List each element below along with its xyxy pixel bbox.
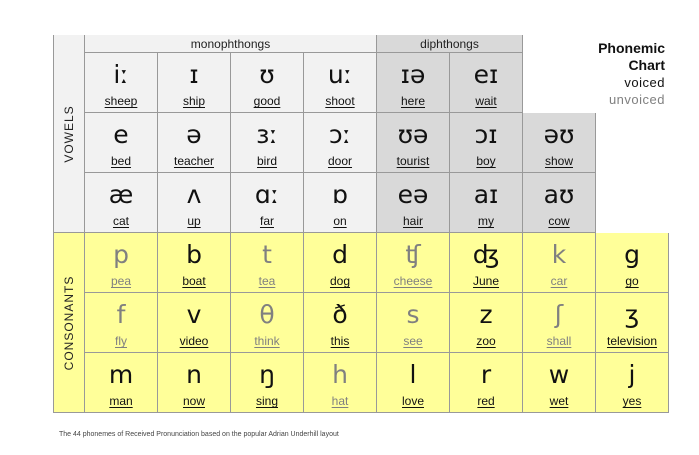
phoneme-symbol: e [113,120,129,149]
phoneme-symbol: æ [108,180,134,209]
example-word: tea [258,274,276,288]
consonant-cell [304,293,377,353]
example-word: pea [110,274,132,288]
example-word: this [330,334,350,348]
vowels-label-text: VOWELS [62,104,76,163]
consonant-cell [85,293,158,353]
diphthong-cell [523,113,596,173]
consonant-cell [304,233,377,293]
monophthong-cell [304,113,377,173]
phoneme-symbol: eɪ [473,60,499,89]
diphthong-cell [450,113,523,173]
phoneme-symbol: uː [327,60,353,89]
example-word: boy [476,154,496,168]
consonant-cell [231,233,304,293]
example-word: sing [255,394,278,408]
diphthong-cell [523,173,596,233]
phoneme-symbol: k [551,240,567,269]
example-word: shoot [325,94,355,108]
example-word: yes [622,394,642,408]
phoneme-symbol: g [624,240,640,269]
monophthong-cell [304,53,377,113]
example-word: ship [182,94,205,108]
example-word: bird [256,154,277,168]
example-word: June [472,274,500,288]
example-word: hair [402,214,423,228]
example-word: teacher [173,154,215,168]
example-word: cat [112,214,129,228]
phoneme-symbol: ʊ [259,60,275,89]
phoneme-symbol: m [108,360,134,389]
example-word: dog [329,274,351,288]
phoneme-symbol: ɔː [328,120,352,149]
phoneme-symbol: iː [113,60,129,89]
phoneme-symbol: ə [186,120,202,149]
example-word: go [625,274,639,288]
example-word: wait [475,94,497,108]
example-word: think [254,334,280,348]
phoneme-symbol: ɔɪ [474,120,498,149]
example-word: door [327,154,353,168]
phoneme-symbol: ʤ [472,240,500,269]
phoneme-symbol: v [186,300,202,329]
example-word: good [253,94,281,108]
phoneme-symbol: ʊə [397,120,429,149]
monophthong-cell [85,173,158,233]
phoneme-symbol: w [548,360,570,389]
phoneme-symbol: ʃ [554,300,564,329]
phoneme-symbol: ɑː [254,180,280,209]
monophthong-cell [158,113,231,173]
consonant-cell [377,233,450,293]
example-word: here [400,94,426,108]
phoneme-symbol: əʊ [543,120,575,149]
consonant-cell [377,353,450,413]
example-word: television [606,334,658,348]
example-word: now [182,394,205,408]
phoneme-symbol: t [262,240,272,269]
example-word: on [333,214,347,228]
phoneme-symbol: ɪ [189,60,199,89]
phoneme-symbol: f [116,300,126,329]
consonant-cell [158,233,231,293]
chart-title-line2: Chart [628,57,665,73]
monophthong-cell [231,53,304,113]
caption: The 44 phonemes of Received Pronunciation based on the popular Adrian Underhill layout [59,431,339,438]
phoneme-symbol: r [480,360,492,389]
example-word: show [544,154,573,168]
phoneme-symbol: s [406,300,420,329]
consonant-cell [231,293,304,353]
vowels-label [54,35,85,233]
phoneme-symbol: h [332,360,348,389]
phoneme-symbol: θ [259,300,275,329]
phonemic-chart [53,35,671,413]
example-word: up [187,214,201,228]
diphthong-cell [450,173,523,233]
example-word: see [403,334,423,348]
consonant-cell [158,293,231,353]
example-word: video [179,334,209,348]
example-word: tourist [396,154,430,168]
monophthong-cell [231,173,304,233]
consonants-label [54,233,85,413]
monophthong-cell [158,53,231,113]
phoneme-symbol: ɜː [256,120,278,149]
phoneme-symbol: l [409,360,417,389]
legend-unvoiced: unvoiced [608,92,665,107]
phoneme-symbol: p [113,240,129,269]
phoneme-symbol: ʌ [186,180,202,209]
example-word: bed [110,154,132,168]
monophthong-cell [85,113,158,173]
consonants-label-text: CONSONANTS [62,275,76,370]
example-word: my [478,214,494,228]
monophthong-cell [85,53,158,113]
example-word: cheese [393,274,433,288]
phoneme-symbol: ɒ [332,180,348,209]
phoneme-symbol: ʧ [405,240,421,269]
example-word: zoo [476,334,496,348]
phoneme-symbol: eə [397,180,429,209]
chart-title-line1: Phonemic [598,40,665,56]
monophthong-cell [304,173,377,233]
phoneme-symbol: ð [332,300,348,329]
consonant-cell [450,353,523,413]
phoneme-symbol: ʒ [624,300,640,329]
monophthong-cell [231,113,304,173]
phoneme-symbol: j [628,360,636,389]
example-word: shall [546,334,572,348]
diphthong-cell [377,173,450,233]
example-word: cow [548,214,570,228]
diphthongs-header: diphthongs [377,35,523,53]
consonant-cell [450,233,523,293]
consonant-cell [523,353,596,413]
example-word: love [401,394,424,408]
phoneme-symbol: ɪə [400,60,426,89]
diphthong-cell [377,113,450,173]
example-word: wet [549,394,569,408]
example-word: sheep [104,94,138,108]
example-word: far [259,214,274,228]
consonant-cell [377,293,450,353]
diphthong-cell [377,53,450,113]
consonant-cell [596,293,669,353]
consonant-cell [596,353,669,413]
consonant-cell [85,353,158,413]
example-word: fly [115,334,127,348]
consonant-cell [523,233,596,293]
phoneme-symbol: aɪ [473,180,499,209]
phoneme-symbol: b [186,240,202,269]
phoneme-symbol: aʊ [543,180,575,209]
example-word: car [550,274,568,288]
example-word: hat [331,394,349,408]
consonant-cell [523,293,596,353]
diphthong-cell [450,53,523,113]
consonant-cell [596,233,669,293]
phoneme-symbol: d [332,240,348,269]
phoneme-symbol: z [479,300,493,329]
legend [598,40,665,108]
legend-voiced: voiced [624,75,665,90]
consonant-cell [231,353,304,413]
consonant-cell [158,353,231,413]
consonant-cell [304,353,377,413]
consonant-cell [450,293,523,353]
phoneme-symbol: n [186,360,202,389]
consonant-cell [85,233,158,293]
monophthongs-header: monophthongs [85,35,377,53]
example-word: red [477,394,495,408]
example-word: man [109,394,133,408]
monophthong-cell [158,173,231,233]
phoneme-symbol: ŋ [259,360,275,389]
example-word: boat [182,274,206,288]
